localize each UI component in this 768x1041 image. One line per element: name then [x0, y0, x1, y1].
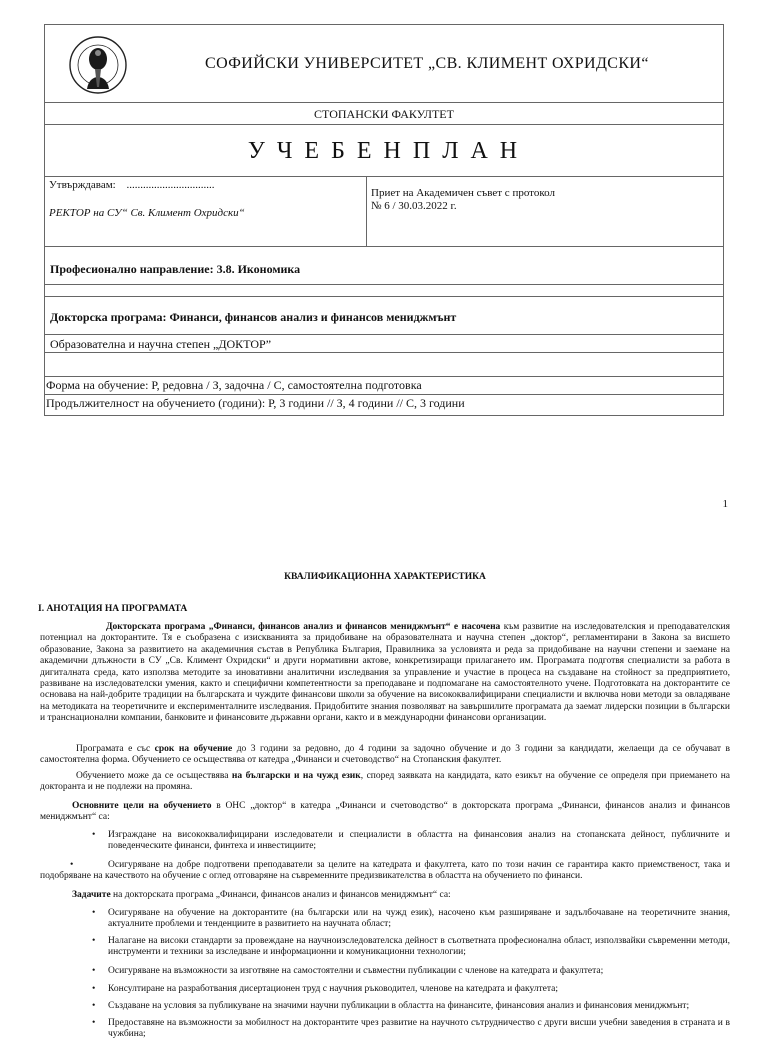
bullet-icon: •: [92, 1018, 96, 1028]
study-form-row: [44, 376, 724, 394]
task-item-3: Осигуряване на възможности за изготвяне на самостоятелни и съвместни публикации с членове на катедрата и факултета;: [108, 966, 604, 976]
goal-item-1: Изграждане на висококвалифицирани изследователи и специалисти в областта на финансовия анализ на стопанската дейност, публичните и поведенческите финанси, финтеха и инвестициите;: [108, 830, 730, 852]
accepted-line-1: Приет на Академичен съвет с протокол: [371, 187, 555, 199]
bullet-icon: •: [92, 966, 96, 976]
plan-title: У Ч Е Б Е Н П Л А Н: [247, 138, 521, 164]
bullet-icon: •: [92, 908, 96, 918]
university-seal-icon: [65, 29, 131, 101]
direction-row: [44, 246, 724, 284]
paragraph-goals: Основните цели на обучението в ОНС „доктор“ в катедра „Финанси и счетоводство“ в докторската програма „Финанси, финансов анализ и финансов мениджмънт“ са:: [40, 801, 730, 823]
curriculum-header-table: [44, 24, 724, 410]
approve-label: Утвърждавам:: [49, 179, 116, 191]
doctoral-program: Докторска програма: Финанси, финансов анализ и финансов мениджмънт: [50, 310, 457, 324]
spacer-row-1: [44, 284, 724, 296]
paragraph-overview: [40, 622, 730, 725]
paragraph-tasks: Задачите на докторската програма „Финанси, финансов анализ и финансов мениджмънт“ са:: [72, 890, 451, 900]
study-form: Форма на обучение: Р, редовна / З, задочна / С, самостоятелна подготовка: [46, 378, 422, 392]
goals-lead: Основните цели на обучението: [72, 801, 212, 811]
bullet-icon: •: [70, 860, 74, 870]
paragraph-overview-body: към развитие на изследователския и преподавателския потенциал на докторантите. Тя е съобразена с изискванията за придобиване на образователната и научна степен „доктор“, регламентирани в Закона за висшето образование, Закона за развитието на академичния състав в Република България, Правилника за условията и реда за придобиване на научни степени и заемане на академични длъжности в СУ „Св. Климент Охридски“ и други нормативни актове, конкретизиращи прилагането им. Програмата подготвя специалисти за работа в дигиталната среда, като използва методите за иновативни аналитични изследвания за управление и участие в процеса на създаване на стойност за предприятието, развиване на изследователски умения, както и специфични компетентности за преподаване и подпомагане на самостоятелното учене. Подготовката на докторантите се основава на най-добрите традиции на българската и чуждите финансови школи за обучение на висококвалифицирани специалисти и включва нови методи за овладяване на методиката на теоретичните и експерименталните изследвания. Придобитите знания позволяват на завършилите програмата да заемат лидерски позиции в български и транснационални компании, банковите и финансовите държавни органи, както и в международни финансови организации.: [40, 622, 730, 724]
professional-direction: Професионално направление: 3.8. Икономика: [50, 262, 301, 276]
page-number: 1: [722, 498, 728, 510]
duration-row: [44, 394, 724, 416]
approval-cell: [45, 177, 367, 246]
approve-signature-line: ................................: [126, 179, 215, 191]
accepted-line-2: № 6 / 30.03.2022 г.: [371, 200, 457, 212]
bullet-icon: •: [92, 1001, 96, 1011]
rector-label: РЕКТОР на СУ“ Св. Климент Охридски“: [49, 207, 245, 219]
faculty-name: СТОПАНСКИ ФАКУЛТЕТ: [314, 107, 454, 121]
language-emphasis: на български и на чужд език: [231, 771, 361, 781]
paragraph-language: Обучението може да се осъществява на български и на чужд език, според заявката на кандидата, като езикът на обучение се определя при приемането на докторанта и не подлежи на промяна.: [40, 771, 731, 793]
task-item-2: Налагане на високи стандарти за провеждане на научноизследователска дейност в съответната професионална област, използвайки съвременни методи, инструменти и техники за изследване и информационни и комуникационни технологии;: [108, 936, 730, 958]
program-row: [44, 296, 724, 334]
study-term-emphasis: срок на обучение: [154, 744, 233, 754]
university-name: СОФИЙСКИ УНИВЕРСИТЕТ „СВ. КЛИМЕНТ ОХРИДСКИ“: [205, 55, 649, 72]
spacer-row-2: [44, 352, 724, 376]
faculty-row: [44, 102, 724, 124]
plan-title-row: [44, 124, 724, 176]
degree-row: [44, 334, 724, 352]
task-item-5: Създаване на условия за публикуване на значими научни публикации в областта на финансите, финансовия анализ и финансовия мениджмънт;: [108, 1001, 690, 1011]
paragraph-overview-lead: Докторската програма „Финанси, финансов анализ и финансов мениджмънт“ е насочена: [106, 622, 501, 632]
task-item-6: Предоставяне на възможности за мобилност на докторантите чрез развитие на научното сътрудничество с други висши учебни заведения в страната и в чужбина;: [108, 1018, 730, 1040]
bullet-icon: •: [92, 830, 96, 840]
degree: Образователна и научна степен „ДОКТОР”: [50, 337, 272, 351]
task-item-4: Консултиране на разработвания дисертационен труд с научния ръководител, членове на катедрата и факултета;: [108, 984, 559, 994]
approval-row: [44, 176, 724, 246]
bullet-icon: •: [92, 984, 96, 994]
annotation-title: I. АНОТАЦИЯ НА ПРОГРАМАТА: [38, 604, 188, 614]
section-title: КВАЛИФИКАЦИОННА ХАРАКТЕРИСТИКА: [284, 572, 486, 582]
goal-item-2: Осигуряване на добре подготвени преподаватели за целите на катедрата и факултета, като по този начин се гарантира както приемственост, така и подобряване на качеството на обучение с оглед отговаряне на съвременните предизвикателства в областта на обучението по финанси.: [40, 860, 730, 882]
task-item-1: Осигуряване на обучение на докторантите (на български или на чужд език), насочено към разширяване и задълбочаване на теоретичните знания, актуалните проблеми и тенденциите в развитието на научната област;: [108, 908, 730, 930]
accepted-cell: [367, 177, 723, 246]
paragraph-duration: Програмата е със срок на обучение до 3 години за редовно, до 4 години за задочно обучение и до 3 години за кандидати, желаещи да се обучават в самостоятелна форма. Обучението се осъществява от катедра „Финанси и счетоводство“ на Стопанския факултет.: [40, 744, 730, 766]
study-duration: Продължителност на обучението (години): Р, 3 години // З, 4 години // С, 3 години: [46, 396, 465, 410]
university-row: [44, 24, 724, 102]
bullet-icon: •: [92, 936, 96, 946]
tasks-lead: Задачите: [72, 890, 111, 900]
